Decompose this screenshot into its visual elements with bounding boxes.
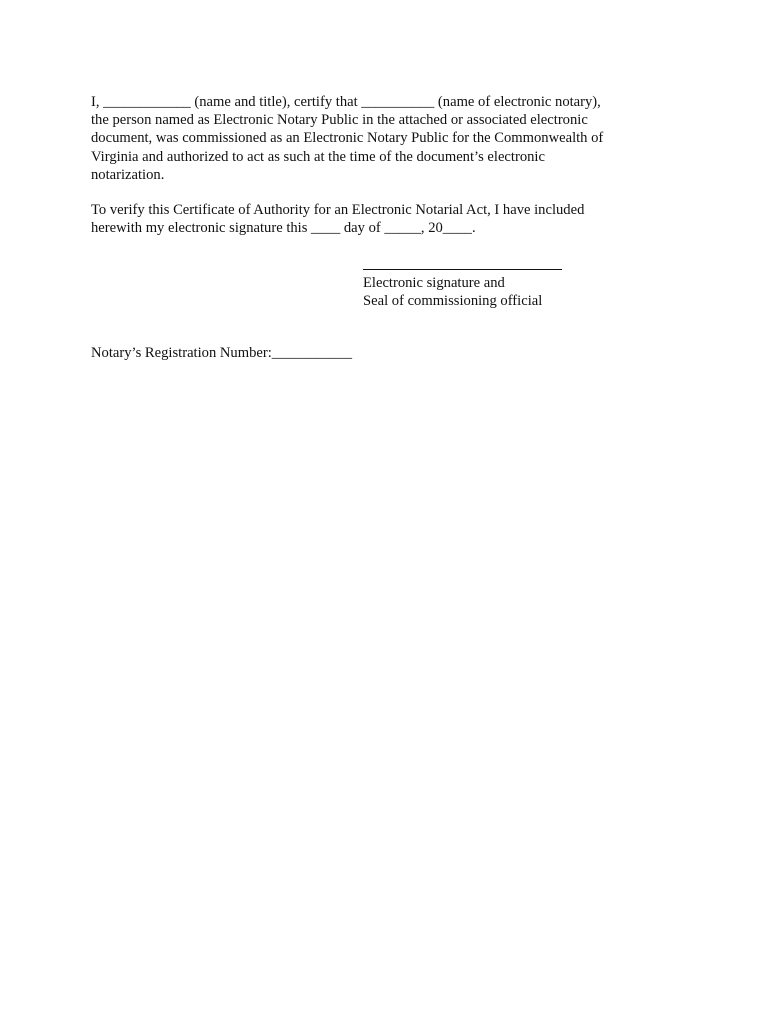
certification-line: I, ____________ (name and title), certify that __________ (name of electronic notary),: [91, 94, 601, 110]
certification-line: Virginia and authorized to act as such at the time of the document’s electronic: [91, 148, 545, 165]
certification-line: the person named as Electronic Notary Public in the attached or associated electronic: [91, 112, 588, 129]
certification-paragraph: [91, 93, 671, 184]
certification-line: notarization.: [91, 166, 165, 183]
certification-line: document, was commissioned as an Electronic Notary Public for the Commonwealth of: [91, 130, 604, 147]
signature-caption-line-2: Seal of commissioning official: [363, 293, 543, 310]
signature-line: [363, 269, 562, 270]
verification-line: To verify this Certificate of Authority for an Electronic Notarial Act, I have included: [91, 202, 585, 218]
verification-paragraph: [91, 201, 671, 237]
registration-number-field: Notary’s Registration Number:___________: [91, 345, 353, 361]
signature-caption-line-1: Electronic signature and: [363, 275, 505, 291]
verification-line: herewith my electronic signature this ____ day of _____, 20____.: [91, 220, 476, 237]
signature-block: [363, 258, 583, 310]
